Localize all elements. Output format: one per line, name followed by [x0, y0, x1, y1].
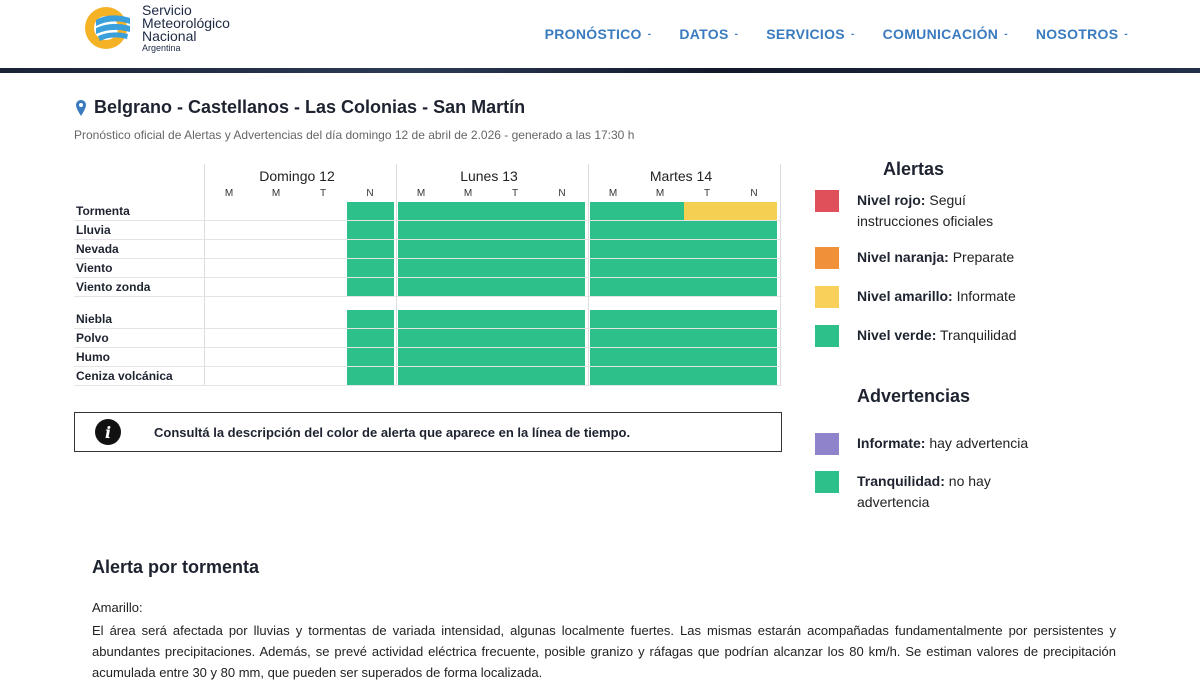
period-label: N — [750, 188, 758, 199]
timeline-cell-verde[interactable] — [731, 367, 777, 385]
timeline-cell-verde[interactable] — [539, 348, 585, 366]
period-label: T — [703, 188, 711, 199]
timeline-cell-verde[interactable] — [590, 259, 637, 277]
timeline-cell-verde[interactable] — [731, 329, 777, 347]
color-swatch — [815, 190, 839, 212]
timeline-cell-verde[interactable] — [637, 259, 684, 277]
timeline-cell-verde[interactable] — [539, 221, 585, 239]
timeline-cell-verde[interactable] — [398, 367, 445, 385]
timeline-cell-verde[interactable] — [590, 240, 637, 258]
info-text: Consultá la descripción del color de alerta que aparece en la línea de tiempo. — [154, 424, 631, 440]
timeline-cell-verde[interactable] — [445, 310, 492, 328]
legend-level-name: Nivel verde: — [857, 327, 937, 343]
timeline-cell-verde[interactable] — [492, 348, 539, 366]
period-label: M — [271, 188, 281, 199]
timeline-cell-amarillo[interactable] — [731, 202, 777, 220]
timeline-cell-verde[interactable] — [445, 329, 492, 347]
timeline-cell-verde[interactable] — [590, 278, 637, 296]
timeline-cell-verde[interactable] — [539, 202, 585, 220]
timeline-cell-verde[interactable] — [445, 367, 492, 385]
legend-text — [857, 247, 1047, 269]
day-separator — [588, 164, 589, 386]
timeline-cell-verde[interactable] — [637, 278, 684, 296]
color-swatch — [815, 286, 839, 308]
timeline-cell-verde[interactable] — [347, 221, 394, 239]
timeline-cell-verde[interactable] — [347, 310, 394, 328]
logo-line-4: Argentina — [142, 43, 181, 53]
timeline-cell-verde[interactable] — [590, 329, 637, 347]
legend-level-desc: Preparate — [952, 249, 1015, 265]
legend-level-name: Informate: — [857, 435, 926, 451]
nav-servicios[interactable] — [766, 26, 854, 42]
dropdown-caret-icon: - — [647, 28, 652, 40]
timeline-cell-verde[interactable] — [347, 278, 394, 296]
period-label: M — [608, 188, 618, 199]
timeline-cell-verde[interactable] — [637, 221, 684, 239]
hazard-row-label: Polvo — [76, 331, 109, 345]
nav-comunicacion[interactable] — [883, 26, 1008, 42]
smn-logo[interactable] — [82, 2, 252, 54]
hazard-row-label: Ceniza volcánica — [76, 369, 173, 383]
legend-level-desc: Seguí instrucciones oficiales — [857, 192, 994, 229]
smn-logo-icon — [82, 4, 132, 52]
hazard-row-label: Nevada — [76, 242, 119, 256]
nav-label: COMUNICACIÓN — [882, 26, 999, 42]
location-title-row — [76, 97, 525, 118]
timeline-cell-verde[interactable] — [539, 367, 585, 385]
color-swatch — [815, 247, 839, 269]
legend-item-informate — [815, 433, 1047, 455]
timeline-cell-verde[interactable] — [445, 240, 492, 258]
timeline-cell-verde[interactable] — [347, 329, 394, 347]
day-label: Martes 14 — [649, 168, 713, 184]
timeline-cell-verde[interactable] — [637, 310, 684, 328]
legend-text — [857, 286, 1047, 308]
timeline-cell-verde[interactable] — [590, 310, 637, 328]
legend-item-amarillo — [815, 286, 1047, 308]
timeline-cell-verde[interactable] — [492, 240, 539, 258]
timeline-cell-verde[interactable] — [637, 367, 684, 385]
timeline-cell-verde[interactable] — [684, 310, 731, 328]
timeline-cell-verde[interactable] — [492, 367, 539, 385]
timeline-cell-verde[interactable] — [684, 240, 731, 258]
period-label: M — [416, 188, 426, 199]
logo-text — [142, 4, 230, 53]
timeline-cell-verde[interactable] — [590, 367, 637, 385]
legend-level-name: Nivel naranja: — [857, 249, 949, 265]
alert-heading: Alerta por tormenta — [92, 557, 260, 577]
timeline-cell-verde[interactable] — [539, 329, 585, 347]
timeline-cell-verde[interactable] — [492, 310, 539, 328]
legend-level-desc: no hay advertencia — [857, 473, 991, 510]
timeline-cell-verde[interactable] — [590, 202, 637, 220]
timeline-cell-verde[interactable] — [492, 259, 539, 277]
day-separator — [204, 164, 205, 386]
legend-level-name: Nivel rojo: — [857, 192, 926, 208]
legend-level-name: Nivel amarillo: — [857, 288, 953, 304]
timeline-cell-verde[interactable] — [398, 259, 445, 277]
hazard-row-label: Tormenta — [76, 204, 130, 218]
page-title: Belgrano - Castellanos - Las Colonias - San Martín — [94, 97, 526, 117]
timeline-cell-verde[interactable] — [731, 259, 777, 277]
day-label: Lunes 13 — [460, 168, 518, 184]
timeline-cell-verde[interactable] — [684, 329, 731, 347]
hazard-row-label: Niebla — [76, 312, 113, 326]
timeline-cell-verde[interactable] — [347, 367, 394, 385]
timeline-cell-verde[interactable] — [637, 348, 684, 366]
row-divider — [74, 385, 782, 386]
timeline-cell-verde[interactable] — [398, 310, 445, 328]
header-banner-strip — [0, 68, 1200, 73]
nav-label: NOSOTROS — [1035, 26, 1119, 42]
period-label: N — [558, 188, 566, 199]
timeline-cell-verde[interactable] — [539, 240, 585, 258]
timeline-cell-verde[interactable] — [398, 329, 445, 347]
hazard-row-label: Humo — [76, 350, 110, 364]
timeline-cell-verde[interactable] — [492, 329, 539, 347]
logo-line-2: Meteorológico — [142, 15, 230, 31]
timeline-cell-verde[interactable] — [539, 278, 585, 296]
alert-timeline — [74, 164, 782, 386]
day-separator — [396, 164, 397, 386]
hazard-row-label: Lluvia — [76, 223, 111, 237]
dropdown-caret-icon: - — [1124, 28, 1128, 40]
page-subtitle: Pronóstico oficial de Alertas y Advertencias del día domingo 12 de abril de 2.026 - generado a las 17:30 h — [74, 128, 635, 142]
info-icon: i — [95, 419, 121, 445]
timeline-cell-verde[interactable] — [398, 348, 445, 366]
dropdown-caret-icon: - — [1004, 28, 1008, 40]
timeline-cell-verde[interactable] — [684, 221, 731, 239]
timeline-cell-verde[interactable] — [731, 310, 777, 328]
legend-advertencias-title: Advertencias — [857, 386, 971, 406]
timeline-cell-verde[interactable] — [492, 221, 539, 239]
legend-item-naranja — [815, 247, 1047, 269]
legend-level-desc: hay advertencia — [929, 435, 1029, 451]
day-label: Domingo 12 — [259, 168, 335, 184]
timeline-cell-verde[interactable] — [398, 221, 445, 239]
timeline-cell-verde[interactable] — [398, 278, 445, 296]
legend-alertas-title: Alertas — [883, 159, 945, 179]
timeline-cell-verde[interactable] — [590, 221, 637, 239]
timeline-cell-verde[interactable] — [347, 240, 394, 258]
timeline-cell-verde[interactable] — [539, 310, 585, 328]
legend-item-verde — [815, 325, 1047, 347]
timeline-cell-verde[interactable] — [684, 348, 731, 366]
timeline-cell-verde[interactable] — [445, 202, 492, 220]
legend-text — [857, 433, 1047, 455]
timeline-cell-verde[interactable] — [347, 348, 394, 366]
day-separator — [780, 164, 781, 386]
nav-label: SERVICIOS — [766, 26, 845, 42]
period-label: M — [463, 188, 473, 199]
timeline-cell-amarillo[interactable] — [684, 202, 731, 220]
legend-text — [857, 325, 1047, 347]
color-swatch — [815, 325, 839, 347]
dropdown-caret-icon: - — [734, 28, 739, 40]
timeline-cell-verde[interactable] — [684, 278, 731, 296]
timeline-cell-verde[interactable] — [492, 202, 539, 220]
row-divider — [74, 296, 782, 297]
timeline-cell-verde[interactable] — [445, 259, 492, 277]
logo-line-3: Nacional — [142, 28, 197, 44]
info-box — [74, 412, 782, 452]
period-label: N — [366, 188, 374, 199]
legend-level-desc: Tranquilidad — [940, 327, 1017, 343]
legend-text — [857, 190, 1047, 232]
timeline-cell-verde[interactable] — [637, 329, 684, 347]
timeline-cell-verde[interactable] — [347, 259, 394, 277]
legend-item-tranquilidad — [815, 471, 1027, 513]
hazard-row-label: Viento — [76, 261, 113, 275]
legend-level-name: Tranquilidad: — [857, 473, 945, 489]
legend-item-rojo — [815, 190, 1047, 232]
timeline-cell-verde[interactable] — [684, 367, 731, 385]
legend-text — [857, 471, 1027, 513]
nav-datos[interactable] — [679, 26, 738, 42]
period-label: T — [511, 188, 519, 199]
alert-description: El área será afectada por lluvias y tormentas de variada intensidad, algunas localmente fuertes. Las mismas estarán acompañadas fundamentalmente por persistentes y abundantes precipitaciones. Además, se prevé actividad eléctrica frecuente, posible granizo y ráfagas que podrían alcanzar los 80 km/h. Se estiman valores de precipitación acumulada entre 30 y 80 mm, que pueden ser superados de forma localizada. — [92, 623, 1116, 680]
timeline-cell-verde[interactable] — [445, 278, 492, 296]
period-label: M — [655, 188, 665, 199]
nav-nosotros[interactable] — [1036, 26, 1128, 42]
nav-label: DATOS — [679, 26, 729, 42]
nav-label: PRONÓSTICO — [544, 26, 642, 42]
timeline-cell-verde[interactable] — [637, 240, 684, 258]
dropdown-caret-icon: - — [850, 28, 855, 40]
timeline-cell-verde[interactable] — [445, 348, 492, 366]
color-swatch — [815, 433, 839, 455]
timeline-cell-verde[interactable] — [492, 278, 539, 296]
timeline-cell-verde[interactable] — [637, 202, 684, 220]
timeline-cell-verde[interactable] — [684, 259, 731, 277]
timeline-cell-verde[interactable] — [539, 259, 585, 277]
timeline-cell-verde[interactable] — [398, 202, 445, 220]
period-label: M — [224, 188, 234, 199]
timeline-cell-verde[interactable] — [731, 348, 777, 366]
timeline-cell-verde[interactable] — [398, 240, 445, 258]
period-label: T — [319, 188, 327, 199]
timeline-cell-verde[interactable] — [347, 202, 394, 220]
nav-pronostico[interactable] — [545, 26, 652, 42]
timeline-cell-verde[interactable] — [445, 221, 492, 239]
color-swatch — [815, 471, 839, 493]
alert-level-label: Amarillo: — [92, 600, 143, 615]
main-nav — [545, 26, 1128, 42]
hazard-row-label: Viento zonda — [76, 280, 151, 294]
legend-level-desc: Informate — [956, 288, 1016, 304]
timeline-cell-verde[interactable] — [731, 278, 777, 296]
timeline-cell-verde[interactable] — [590, 348, 637, 366]
logo-line-1: Servicio — [142, 2, 192, 18]
timeline-cell-verde[interactable] — [731, 221, 777, 239]
site-header — [0, 0, 1200, 68]
map-pin-icon — [76, 100, 86, 116]
timeline-cell-verde[interactable] — [731, 240, 777, 258]
